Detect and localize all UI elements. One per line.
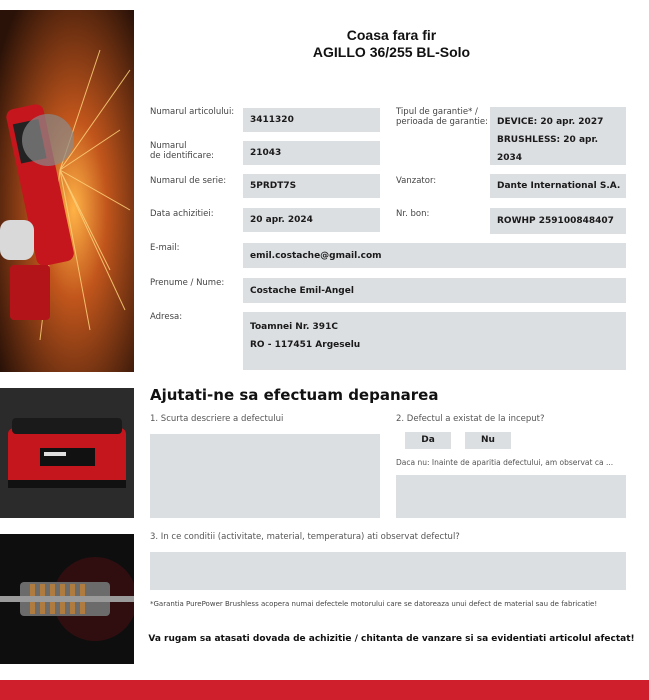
- warranty-brushless-value: BRUSHLESS: 20 apr. 2034: [497, 135, 599, 163]
- address-label: Adresa:: [150, 312, 183, 322]
- warranty-device-value: DEVICE: 20 apr. 2027: [497, 117, 604, 127]
- email-field[interactable]: emil.costache@gmail.com: [243, 243, 626, 268]
- seller-label: Vanzator:: [396, 176, 437, 186]
- receipt-number-field[interactable]: ROWHP 259100848407: [490, 208, 626, 234]
- seller-field[interactable]: Dante International S.A.: [490, 174, 626, 198]
- yes-button[interactable]: Da: [405, 432, 451, 449]
- purchase-date-label: Data achizitiei:: [150, 209, 214, 219]
- defect-followup-label: Daca nu: Inainte de aparitia defectului, am observat ca ...: [396, 458, 614, 467]
- brushless-motor-photo: [0, 534, 134, 664]
- id-number-field[interactable]: 21043: [243, 141, 380, 165]
- address-line1: Toamnei Nr. 391C: [250, 322, 338, 332]
- address-line2: RO - 117451 Argeselu: [250, 340, 361, 350]
- receipt-number-label: Nr. bon:: [396, 209, 430, 219]
- defect-followup-input[interactable]: [396, 475, 626, 518]
- warranty-label-line1: Tipul de garantie* /: [396, 107, 478, 117]
- warranty-label-line2: perioada de garantie:: [396, 117, 489, 127]
- purchase-date-field[interactable]: 20 apr. 2024: [243, 208, 380, 232]
- id-number-label-line2: de identificare:: [150, 151, 215, 161]
- name-label: Prenume / Nume:: [150, 278, 225, 288]
- article-number-field[interactable]: 3411320: [243, 108, 380, 132]
- article-number-label: Numarul articolului:: [150, 107, 235, 117]
- angle-grinder-sparks-photo: [0, 10, 134, 372]
- defect-description-question: 1. Scurta descriere a defectului: [150, 414, 284, 424]
- serial-number-field[interactable]: 5PRDT7S: [243, 174, 380, 198]
- no-button[interactable]: Nu: [465, 432, 511, 449]
- name-field[interactable]: Costache Emil-Angel: [243, 278, 626, 303]
- warranty-footnote: *Garantia PurePower Brushless acopera numai defectele motorului care se datoreaza unui defect de material sau de fabricatie!: [150, 600, 598, 608]
- battery-pack-photo: [0, 388, 134, 518]
- email-label: E-mail:: [150, 243, 180, 253]
- product-type-title: Coasa fara fir: [346, 27, 437, 43]
- brand-footer-bar: [0, 680, 649, 700]
- defect-description-input[interactable]: [150, 434, 380, 518]
- repair-section-title: Ajutati-ne sa efectuam depanarea: [150, 386, 439, 404]
- defect-conditions-input[interactable]: [150, 552, 626, 590]
- defect-from-start-question: 2. Defectul a existat de la inceput?: [396, 414, 545, 424]
- id-number-label-line1: Numarul: [150, 141, 187, 151]
- address-field[interactable]: [243, 312, 626, 370]
- warranty-field[interactable]: [490, 107, 626, 165]
- product-model-title: AGILLO 36/255 BL-Solo: [312, 44, 471, 60]
- defect-conditions-question: 3. In ce conditii (activitate, material, temperatura) ati observat defectul?: [150, 532, 460, 542]
- serial-number-label: Numarul de serie:: [150, 176, 227, 186]
- proof-of-purchase-instruction: Va rugam sa atasati dovada de achizitie / chitanta de vanzare si sa evidentiati articolul afectat!: [148, 634, 635, 644]
